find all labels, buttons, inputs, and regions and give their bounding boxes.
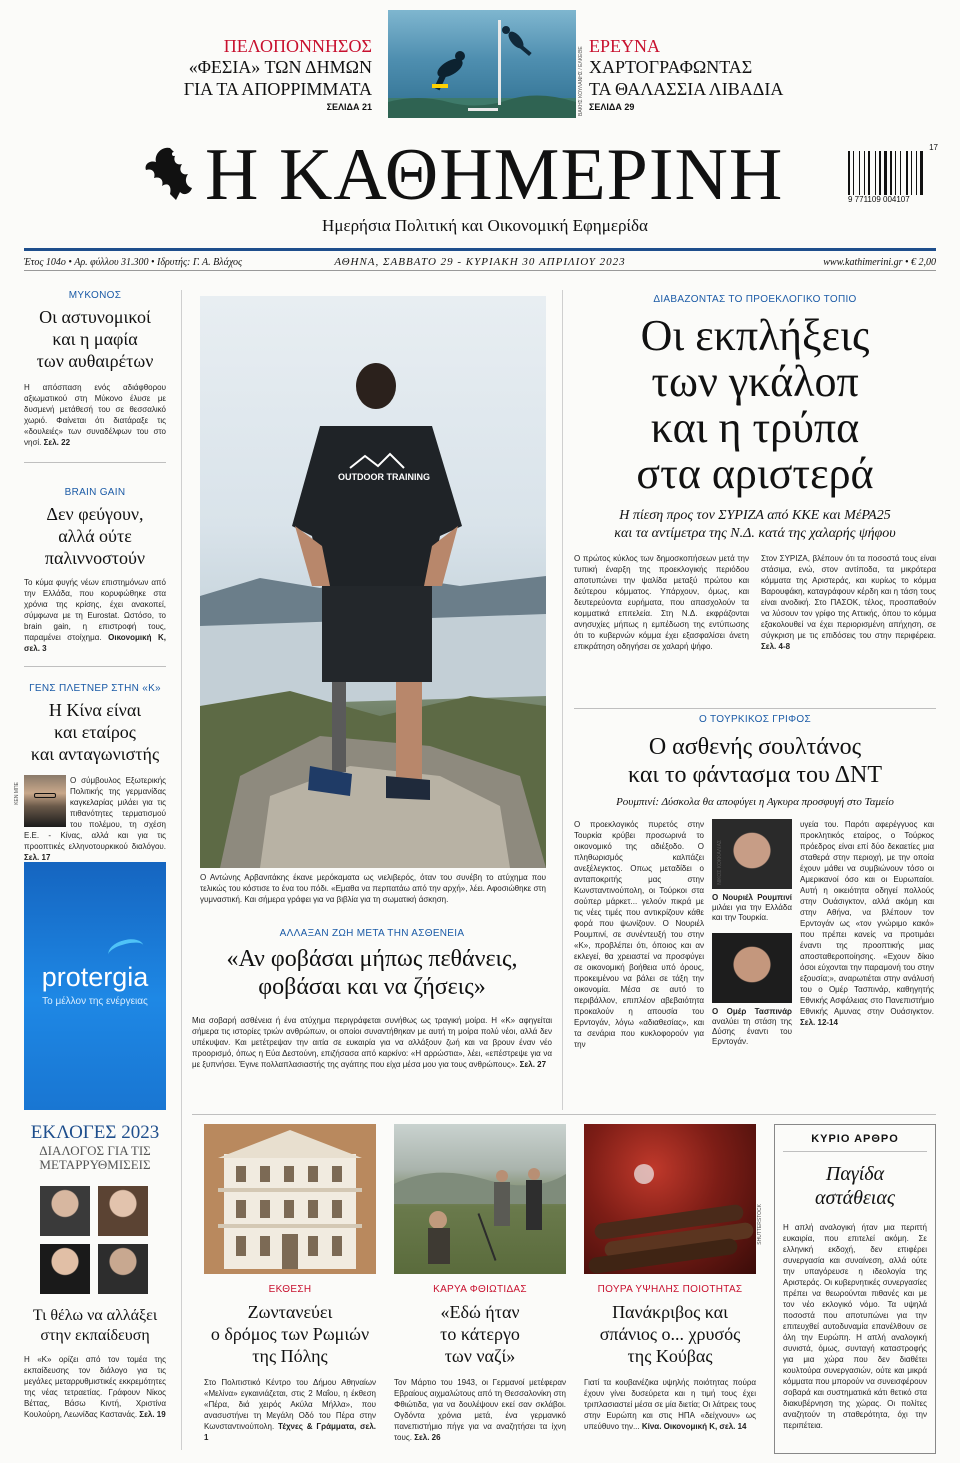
infobar-left: Έτος 104ο • Αρ. φύλλου 31.300 • Ιδρυτής: Γ. Α. Βλάχος [24, 257, 243, 268]
barcode-bar [859, 151, 860, 195]
brain-gain-headline-2: αλλά ούτε [58, 526, 132, 546]
editorial-text: Η απλή αναλογική ήταν μια περιττή ευκαιρία, που επιτελεί ακόμη. Σε ελληνική εκδοχή, δεν επιφέρει συνεργασία και συναίνεση, αλλά ούτε την υπαγόρευσε η ιδεολογία της Αριστεράς. Οι κυβερνητικές συνεργασίες πρέπει να θεωρούνται πιθανές και με τον νέο εκλογικό νόμο. Τα υψηλά ποσοστά που αποτυπώνει για την επιτευχθεί αυτοδυναμία επανέλθουν σε όλη την Ευρώπη. Η απλή αναλογική συνιστά, όμως, συνταγή καταστροφής για μια χώρα που δεν διαθέτει κουλτούρα συνεργασιών, ούτε και μικρά κόμματα που μπορούν να συνεισφέρουν σοβαρά και συστηματικά κάτι θετικό στα διακυβέρνηση της χώρας. Οι πολίτες αναζητούν τη σταθερότητα, όχι την περιπέτεια. [783, 1223, 927, 1430]
barcode-bar [848, 151, 850, 195]
cigars-ref: Κίνα. Οικονομική Κ, σελ. 14 [641, 1422, 747, 1431]
masthead-rule [24, 248, 936, 251]
masthead-title[interactable]: Η ΚΑΘΗΜΕΡΙΝΗ [205, 134, 784, 216]
roubini-photo [712, 819, 792, 889]
center-text-body: Μια σοβαρή ασθένεια ή ένα ατύχημα περιγράφεται συνήθως ως τραγική μοίρα. Η «Κ» αφηγείται σήμερα τις ιστορίες τριών ανθρώπων, οι οποίοι συναντήθηκαν με αυτή τη μοίρα πολύ νέοι, αλλά δεν υπέκυψαν. Και μετέτρεψαν την αιτία σε ευκαιρία για να αλλάξουν ζωή και να βρουν έναν νέο προορισμό, όπως η Εύα Δεστούνη, επιζήσασα από καρκίνο: «Η αρρώστια», λέει, «επέστρεψε για να με ξυπνήσει. Έγινε πολλαπλασιαστής της αγάπης που είχα μέσα μου για τους ανθρώπους». [192, 1016, 552, 1069]
exhibition-headline-2: ο δρόμος των Ρωμιών [210, 1324, 370, 1344]
teaser-right-line1: ΧΑΡΤΟΓΡΑΦΩΝΤΑΣ [589, 57, 753, 77]
bottom-story-cigars[interactable] [584, 1124, 763, 1432]
karya-headline-2: το κάτεργο [440, 1324, 520, 1344]
divider [574, 708, 936, 709]
elections-headline-2: στην εκπαίδευση [40, 1327, 150, 1344]
taspinar-caption-text: αναλύει τη στάση της Δύσης έναντι του Ερντογάν. [712, 1017, 792, 1046]
pletner-headline-1: Η Κίνα είναι [48, 700, 142, 720]
brain-gain-story[interactable] [24, 487, 166, 654]
karya-headline-1: «Εδώ ήταν [440, 1302, 520, 1322]
hero-illustration [200, 296, 546, 868]
left-column [24, 290, 166, 863]
divider [783, 1151, 927, 1152]
center-headline-1: «Αν φοβάσαι μήπως πεθάνεις, [226, 946, 518, 972]
taspinar-name: Ο Ομέρ Τασπινάρ [712, 1007, 792, 1016]
cigars-headline-3: της Κούβας [627, 1346, 713, 1366]
editorial-headline-1: Παγίδα [825, 1163, 885, 1185]
editorial-box[interactable] [774, 1124, 936, 1454]
mykonos-text [24, 382, 166, 448]
mykonos-headline-1: Οι αστυνομικοί [39, 307, 151, 327]
lead-col-2-text: Στον ΣΥΡΙΖΑ, βλέπουν ότι τα ποσοστά τους είναι στάσιμα, ενώ, στον αντίποδα, τα μικρότερα κόμματα της Αριστεράς, και κυρίως το κόμμα Βαρουφάκη, καταγράφουν κέρδη και η τάση τους είναι ανοδική. Στο ΠΑΣΟΚ, τέλος, προσπαθούν να λύσουν τον γρίφο της Αττικής, όπου το κόμμα εξακολουθεί να έχει περιορισμένη απήχηση, σε σύγκριση με τις επιδόσεις του στην περιφέρεια. [761, 554, 936, 640]
elections-portraits [40, 1186, 150, 1296]
turkey-ref: Σελ. 12-14 [800, 1018, 838, 1027]
teaser-left[interactable] [150, 36, 372, 112]
hero-shirt-text: OUTDOOR TRAINING [338, 472, 430, 482]
barcode-bar [900, 151, 901, 195]
karya-text-body: Τον Μάρτιο του 1943, οι Γερμανοί μετέφεραν Εβραίους αιχμαλώτους από τη Θεσσαλονίκη στη Φθιώτιδα, για να δουλέψουν εκεί σαν σκλάβοι. Ογδόντα χρόνια μετά, ένα γερμανικό πανεπιστήμιο πήγε για να αναζητήσει τα ίχνη τους. [394, 1378, 566, 1442]
hero-photo[interactable] [200, 296, 546, 868]
exhibition-ref: Τέχνες & Γράμματα, σελ. 1 [204, 1422, 376, 1442]
elections-ref: Σελ. 19 [139, 1410, 166, 1419]
cigars-text [584, 1377, 756, 1432]
lead-body [574, 553, 936, 652]
brain-gain-headline-3: παλιννοστούν [44, 548, 146, 568]
teaser-right-line2: ΤΑ ΘΑΛΑΣΣΙΑ ΛΙΒΑΔΙΑ [589, 79, 784, 99]
barcode-bar [895, 151, 896, 195]
teaser-left-kicker: ΠΕΛΟΠΟΝΝΗΣΟΣ [223, 36, 372, 56]
infobar [24, 253, 936, 271]
pletner-ref: Σελ. 17 [24, 853, 51, 862]
mykonos-ref: Σελ. 22 [43, 438, 71, 447]
pletner-story[interactable] [24, 683, 166, 863]
roubini-caption-text: μιλάει για την Ελλάδα και την Τουρκία. [712, 903, 792, 922]
barcode-bar [868, 151, 870, 195]
turkey-col-3-text: υγεία του. Παρότι αφερέγγυος και προκλητικός εταίρος, ο Τούρκος πρόεδρος είναι επί δύο δεκαετίες μια σταθερά στην περιοχή, με την οποία έχουν μάθει να συμβιώνουν τόσο οι Αμερικανοί όσο και οι Ευρωπαίοι. Αυτή η οικειότητα οδηγεί πολλούς στην Ουάσιγκτον, αλλά ακόμη και στην Αθήνα, να βλέπουν τον Ερντογάν ως «τον γνώριμο κακό» που πρέπει κανείς να προτιμάει έναντι της προοπτικής μιας αποσταθεροποίησης. «Εχουν δίκιο όσοι εύχονται την παραμονή του στην εξουσία;», αναρωτιέται στην ανάλυσή του ο Ομέρ Τασπινάρ, καθηγητής Εθνικής Ασφάλειας στο Πανεπιστήμιο Εθνικής Αμυνας στην Ουάσιγκτον. [800, 820, 934, 1016]
pletner-kicker: ΓΕΝΣ ΠΛΕΤΝΕΡ ΣΤΗΝ «Κ» [29, 683, 161, 694]
lead-ref: Σελ. 4-8 [761, 642, 791, 651]
lead-headline-2: των γκάλοπ [651, 357, 859, 406]
turkey-photos [712, 819, 792, 1050]
roubini-name: Ο Νουριέλ Ρουμπινί [712, 893, 792, 902]
teaser-right-kicker: ΕΡΕΥΝΑ [589, 36, 660, 56]
taspinar-caption [712, 1007, 792, 1047]
pletner-glasses [34, 793, 56, 798]
turkey-kicker: Ο ΤΟΥΡΚΙΚΟΣ ΓΡΙΦΟΣ [699, 714, 811, 725]
exhibition-photo [204, 1124, 376, 1274]
cigars-text-body: Γιατί τα κουβανέζικα υψηλής ποιότητας πούρα έχουν γίνει δυσεύρετα και η τιμή τους έχει τριπλασιαστεί μέσα σε μία διετία; Οι λάτρεις τους στην Ευρώπη και στις ΗΠΑ «δείχνουν» ως υπεύθυνο την... [584, 1378, 756, 1431]
protergia-brand: protergia [41, 962, 149, 992]
mykonos-text-body: Η απόσπαση ενός αδιάφθορου αξιωματικού στη Μύκονο έλυσε με δυσμενή μετάθεσή του σε θεσσαλικό χωριό. Φαίνεται ότι διατάραξε τις «δουλειές» των συναδέλφων του στο νησί. [24, 383, 166, 447]
elections-headline-1: Τι θέλω να αλλάξει [32, 1307, 158, 1324]
lead-headline-1: Οι εκπλήξεις [640, 311, 870, 360]
elections-sub-1: ΔΙΑΛΟΓΟΣ ΓΙΑ ΤΙΣ [39, 1143, 151, 1158]
karya-photo [394, 1124, 566, 1274]
barcode-bar [911, 151, 912, 195]
protergia-tagline: Το μέλλον της ενέργειας [42, 996, 148, 1007]
protergia-ad[interactable] [24, 862, 166, 1110]
mykonos-kicker: ΜΥΚΟΝΟΣ [68, 290, 122, 301]
barcode-bar [864, 151, 865, 195]
lead-col-2 [761, 553, 936, 652]
barcode-bar [916, 151, 917, 195]
turkey-story[interactable] [574, 714, 936, 1050]
bottom-story-karya[interactable] [394, 1124, 566, 1443]
portrait [40, 1244, 90, 1294]
elections-text [24, 1354, 166, 1420]
turkey-body [574, 819, 936, 1050]
lead-col-1: Ο πρώτος κύκλος των δημοσκοπήσεων μετά την τυπική έναρξη της προεκλογικής περιόδου αποτυπώνει την ψαλίδα μεταξύ πρώτου και δεύτερου κόμματος. Υπάρχουν, όμως, και δευτερεύοντα ευρήματα, που απασχολούν τα κομματικά επιτελεία. Στη Ν.Δ. εκφράζονται ανησυχίες μήπως η εμπέδωση της εντύπωσης ότι το κυβερνών κόμμα έχει εξασφαλίσει άνετη επικράτηση οδηγήσει σε χαλαρή ψήφο. [574, 554, 749, 651]
column-rule [181, 290, 182, 1450]
barcode-bar [890, 151, 892, 195]
elections-text-body: Η «Κ» ορίζει από τον τομέα της εκπαίδευσης τον διάλογο για τις μεγάλες μεταρρυθμιστικές εκκρεμότητες της νέας τετραετίας. Γράφουν Νίκος Βέττας, Βάσω Κιντή, Χριστίνα Κουλούρη, Λεωνίδας Καστανάς. [24, 1355, 166, 1419]
mykonos-headline-3: των αυθαιρέτων [36, 351, 154, 371]
mykonos-story[interactable] [24, 290, 166, 448]
turkey-headline-2: και το φάντασμα του ΔΝΤ [627, 762, 883, 788]
infobar-right: www.kathimerini.gr • € 2,00 [823, 257, 936, 268]
teaser-left-page: ΣΕΛΙΔΑ 21 [326, 102, 372, 112]
brain-gain-headline-1: Δεν φεύγουν, [46, 504, 144, 524]
barcode-bar [920, 151, 923, 195]
teaser-right[interactable] [589, 36, 829, 112]
hero-caption [200, 872, 546, 905]
pletner-photo-credit: ΚΕΝ ΜΠΕ [14, 782, 20, 805]
barcode [848, 145, 938, 205]
barcode-number: 9 771109 004107 [848, 195, 910, 204]
taspinar-photo [712, 933, 792, 1003]
column-rule [562, 290, 563, 1110]
editorial-kicker: ΚΥΡΙΟ ΑΡΘΡΟ [811, 1133, 899, 1145]
cigars-photo [584, 1124, 756, 1274]
center-headline-2: φοβάσαι και να ζήσεις» [258, 974, 486, 1000]
turkey-col-1: Ο προεκλογικός πυρετός στην Τουρκία κρύβει προσωρινά το οικονομικό της αδιέξοδο. Ο πληθωρισμός καλπάζει ανεξέλεγκτος. Οπως μεταδίδει ο ανταποκριτής μας στην Κωνσταντινούπολη, οι Τούρκοι στα σούπερ μάρκετ... γελούν πικρά με τις νέες τιμές που αντικρίζουν κάθε φορά που ψωνίζουν. Ο Νουριέλ Ρουμπινί, σε συνέντευξή του στην «Κ», προβλέπει ότι, όποιος και αν εκλεγεί, θα χρειαστεί να προσφύγει σε οικονομική βοήθεια υπό όρους, προκειμένου να βάλει σε τάξη την οικονομία. Μέσα σε αυτό το περιβάλλον, επιπλέον αβεβαιότητα προκαλούν η απουσία του Ερντογάν, λόγω «αδιαθεσίας», και τα σενάρια που κυκλοφορούν για την [574, 820, 704, 1049]
brain-gain-kicker: BRAIN GAIN [64, 487, 126, 498]
elections-section[interactable] [24, 1122, 166, 1420]
karya-text [394, 1377, 566, 1443]
portrait [98, 1244, 148, 1294]
portrait [40, 1186, 90, 1236]
masthead-subtitle: Ημερήσια Πολιτική και Οικονομική Εφημερίδα [322, 216, 648, 235]
brain-gain-text-body: Το κύμα φυγής νέων επιστημόνων από την Ελλάδα, που κορυφώθηκε στα χρόνια της κρίσης, έχει ανακοπεί, σύμφωνα με τη Eurostat. Ωστόσο, το brain gain, η επιστροφή τους, παραμένει στοίχημα. [24, 578, 166, 642]
teaser-right-page: ΣΕΛΙΔΑ 29 [589, 102, 635, 112]
brain-gain-ref: Οικονομική Κ, σελ. 3 [24, 633, 166, 653]
pletner-text-body: Ο σύμβουλος Εξωτερικής Πολιτικής της γερμανίδας καγκελαρίας μιλάει για τις πιθανότητες τερματισμού του πολέμου, τη σχέση Ε.Ε. - Κίνας, αλλά και για τις προοπτικές ελληνοτουρκικού διαλόγου. [24, 776, 166, 851]
barcode-bar [853, 151, 854, 195]
diver-illustration [388, 10, 576, 118]
lead-deck-1: Η πίεση προς τον ΣΥΡΙΖΑ από ΚΚΕ και ΜέΡΑ25 [619, 508, 891, 523]
cigars-photo-credit: SHUTTERSTOCK [757, 1204, 763, 1245]
exhibition-headline-1: Ζωντανεύει [247, 1302, 333, 1322]
pletner-portrait [24, 775, 66, 827]
masthead-logo-eagle-icon [140, 140, 200, 210]
cigars-headline-1: Πανάκριβος και [612, 1302, 728, 1322]
barcode-bar [884, 151, 887, 195]
karya-kicker: ΚΑΡΥΑ ΦΘΙΩΤΙΔΑΣ [433, 1284, 527, 1295]
turkey-headline-1: Ο ασθενής σουλτάνος [648, 734, 862, 760]
excavation-illustration [394, 1124, 566, 1274]
editorial-headline-2: αστάθειας [815, 1187, 895, 1209]
divider [24, 666, 166, 667]
hero-caption-text: Ο Αντώνης Αρβανιτάκης έκανε μερόκαματα ως νιελιβερός, όταν του συνέβη το ατύχημα που τελικώς του κόστισε το ένα του πόδι. «Εμαθα να περπατάω από την αρχή», λέει. Αφοσιώθηκε στη γυμναστική. Και σήμερα γράφει για να βιβλία για τη σωματική άσκηση. [200, 873, 546, 904]
teaser-left-line1: «ΦΕΣΙΑ» ΤΩΝ ΔΗΜΩΝ [188, 57, 372, 77]
exhibition-text [204, 1377, 376, 1443]
lead-headline-3: και η τρύπα [650, 403, 860, 452]
cigar-illustration [584, 1124, 756, 1274]
barcode-bar [875, 151, 876, 195]
building-illustration [204, 1124, 376, 1274]
pletner-headline-2: και εταίρος [54, 722, 136, 742]
karya-headline-3: των ναζί» [444, 1346, 516, 1366]
cigars-kicker: ΠΟΥΡΑ ΥΨΗΛΗΣ ΠΟΙΟΤΗΤΑΣ [597, 1284, 743, 1295]
roubini-caption [712, 893, 792, 923]
lead-kicker: ΔΙΑΒΑΖΟΝΤΑΣ ΤΟ ΠΡΟΕΚΛΟΓΙΚΟ ΤΟΠΙΟ [653, 294, 857, 305]
infobar-center: ΑΘΗΝΑ, ΣΑΒΒΑΤΟ 29 - ΚΥΡΙΑΚΗ 30 ΑΠΡΙΛΙΟΥ 2023 [334, 256, 626, 268]
barcode-bar [879, 151, 881, 195]
turkey-col-3 [800, 819, 934, 1050]
lead-story[interactable] [574, 294, 936, 652]
elections-title: ΕΚΛΟΓΕΣ 2023 [30, 1122, 160, 1143]
protergia-swoosh-icon [106, 936, 146, 965]
teaser-diver-photo [388, 10, 576, 118]
barcode-issue: 17 [929, 143, 938, 152]
cigars-headline-2: σπάνιος ο... χρυσός [599, 1324, 741, 1344]
exhibition-text-body: Στο Πολιτιστικό Κέντρο του Δήμου Αθηναίων «Μελίνα» εγκαινιάζεται, στις 2 Μαΐου, η έκθεση «Πέρα, διά χειρός Ακύλα Μήλλα», που ανασυστήνει τη Μεγάλη Οδό του Πέρα στην Κωνσταντινούπολη. [204, 1378, 376, 1431]
turkey-deck: Ρουμπινί: Δύσκολα θα αποφύγει η Αγκυρα προσφυγή στο Ταμείο [616, 796, 894, 808]
teaser-left-line2: ΓΙΑ ΤΑ ΑΠΟΡΡΙΜΜΑΤΑ [183, 79, 372, 99]
karya-ref: Σελ. 26 [414, 1433, 441, 1442]
brain-gain-text [24, 577, 166, 654]
divider [24, 462, 166, 463]
divider [192, 1114, 936, 1115]
lead-deck-2: και τα αντίμετρα της Ν.Δ. κατά της χαλαρής ψήφου [614, 526, 896, 541]
pletner-body [24, 775, 166, 863]
exhibition-headline-3: της Πόλης [252, 1346, 328, 1366]
pletner-headline-3: και ανταγωνιστής [30, 744, 160, 764]
exhibition-kicker: ΕΚΘΕΣΗ [268, 1284, 312, 1295]
center-kicker: ΑΛΛΑΞΑΝ ΖΩΗ ΜΕΤΑ ΤΗΝ ΑΣΘΕΝΕΙΑ [279, 928, 465, 939]
mykonos-headline-2: και η μαφία [52, 329, 138, 349]
center-story[interactable] [192, 928, 552, 1070]
center-text [192, 1015, 552, 1070]
barcode-bars [848, 151, 930, 195]
portrait [98, 1186, 148, 1236]
center-ref: Σελ. 27 [519, 1060, 547, 1069]
elections-sub-2: ΜΕΤΑΡΡΥΘΜΙΣΕΙΣ [39, 1157, 151, 1172]
barcode-bar [906, 151, 908, 195]
turkey-photo-credit: ΝΙΚΟΣ ΚΟΚΚΑΛΙΑΣ [717, 840, 723, 885]
bottom-story-exhibition[interactable] [204, 1124, 376, 1443]
lead-headline-4: στα αριστερά [636, 449, 874, 498]
teaser-photo-credit: ΒΑΚΗΣ ΚΟΥΛΑΝΗΣ / ΕΛΚΕΘΕ [578, 46, 584, 116]
